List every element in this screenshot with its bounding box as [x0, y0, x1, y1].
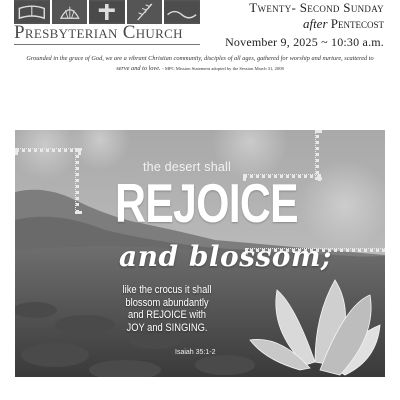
service-day: Twenty- Second Sunday: [249, 0, 384, 15]
verse-line: blossom abundantly: [125, 296, 209, 309]
service-date-time: November 9, 2025 ~ 10:30 a.m.: [225, 35, 384, 49]
verse-line: JOY and SINGING.: [126, 321, 208, 334]
service-info: [194, 0, 384, 50]
dotted-frame-left-vertical: [75, 148, 79, 214]
scripture-reference: Isaiah 35:1-2: [175, 349, 216, 356]
verse-line: and REJOICE with: [128, 309, 206, 321]
wheat-icon: [127, 0, 163, 24]
dotted-frame-left: [15, 148, 81, 152]
dotted-frame-right: [315, 130, 319, 180]
scripture-poster: [15, 130, 385, 377]
poster-intro-line: the desert shall: [143, 160, 231, 174]
poster-headline: REJOICE: [115, 172, 298, 234]
mission-text: Grounded in the grace of God, we are a vibrant Christian community, disciples of all ages, gathered for worship and nurture, scattered to serve and to love.: [26, 55, 374, 72]
poster-verse: [119, 284, 214, 334]
season-name: Pentecost: [330, 16, 384, 31]
after-word: after: [302, 16, 328, 31]
shell-icon: [52, 0, 88, 24]
cross-icon: [89, 0, 125, 24]
mission-statement: [24, 54, 376, 73]
verse-line: like the crocus it shall: [122, 284, 212, 296]
mission-credit: - MPC Mission Statement adopted by the Session March 31, 2008: [162, 65, 284, 71]
bible-icon: [14, 0, 50, 24]
poster-script-line: and blossom;: [119, 240, 332, 273]
church-name: Presbyterian Church: [14, 22, 183, 43]
service-season: [194, 16, 384, 32]
header-rule: [14, 44, 200, 45]
